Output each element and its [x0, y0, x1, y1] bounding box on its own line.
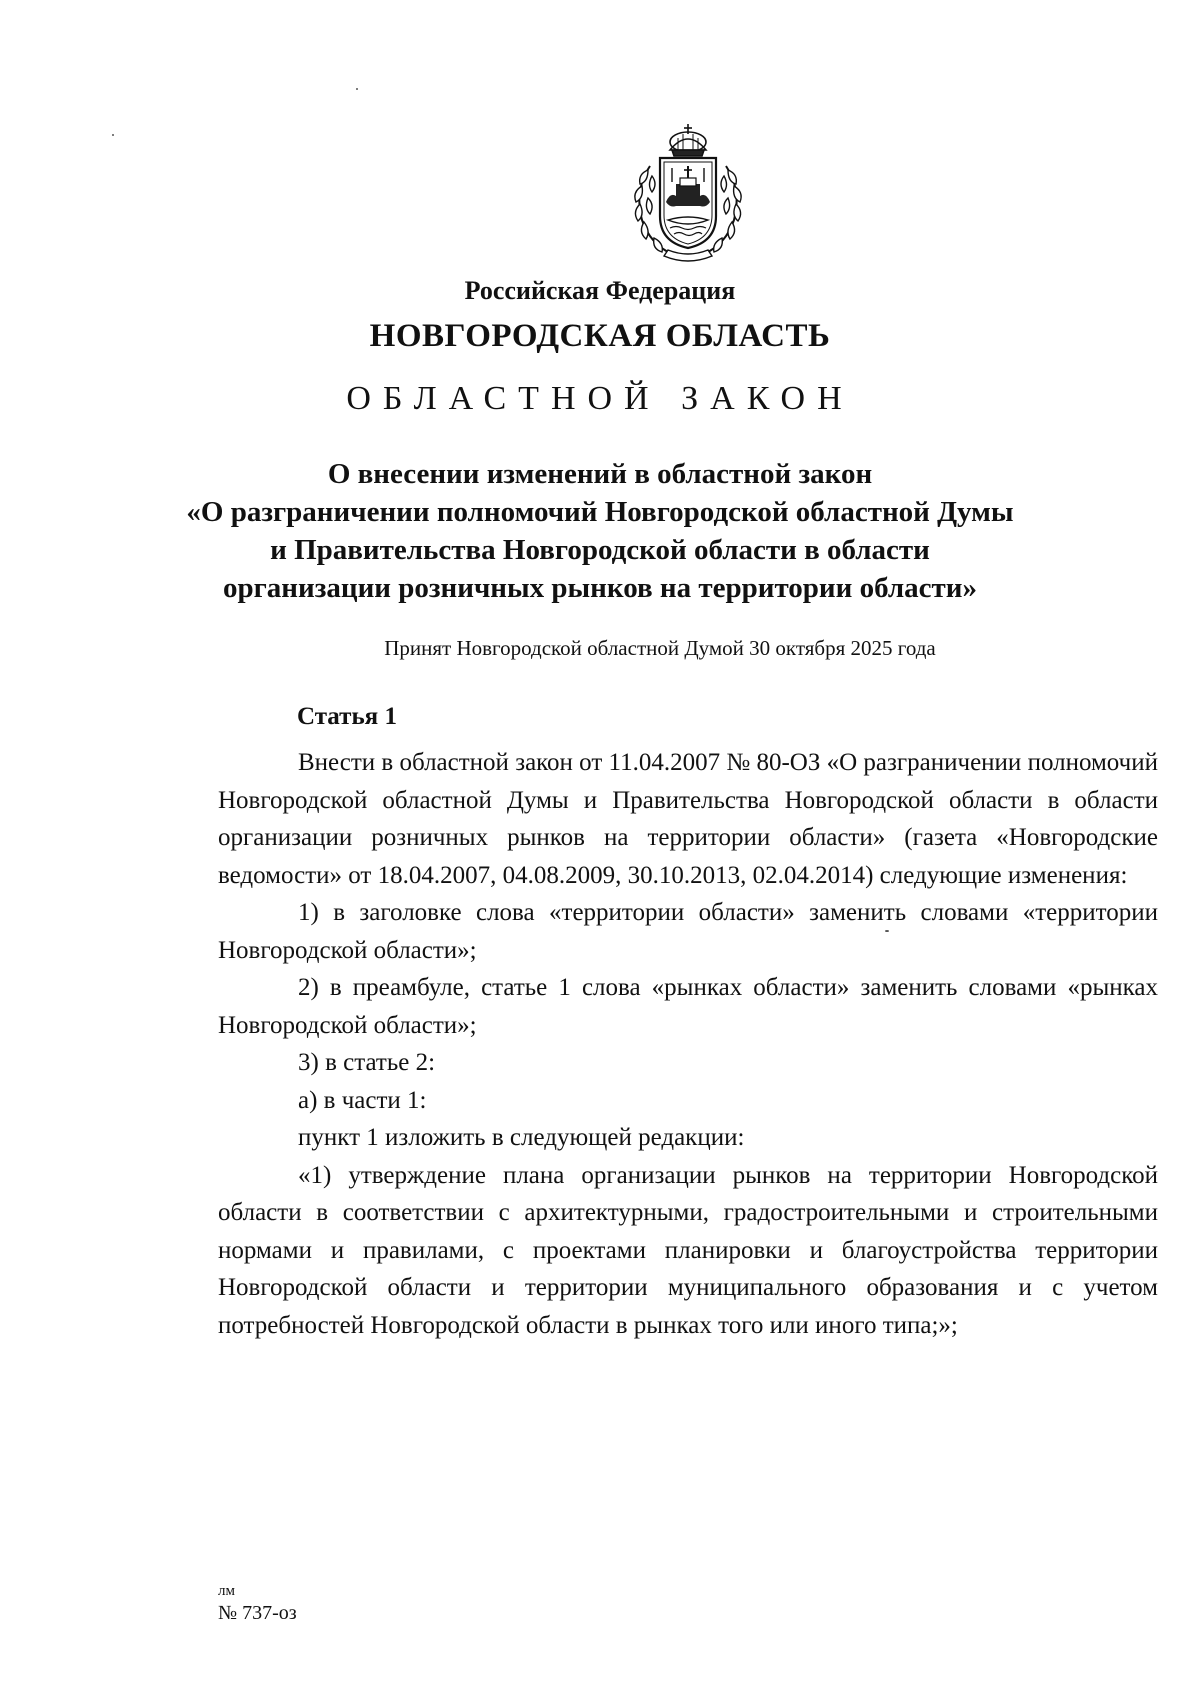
adoption-note: Принят Новгородской областной Думой 30 октября 2025 года — [384, 636, 936, 660]
article-paragraph: Внести в областной закон от 11.04.2007 № 80-ОЗ «О разграничении полномочий Новгородской областной Думы и Правительства Новгородской области в области организации розничных рынков на территории области» (газета «Новгородские ведомости» от 18.04.2007, 04.08.2009, 30.10.2013, 02.04.2014) следующие изменения: — [218, 749, 1158, 889]
law-title-line: О внесении изменений в областной закон — [327, 458, 873, 490]
article-heading: Статья 1 — [297, 703, 397, 730]
law-title — [0, 455, 1200, 607]
executor-initials: лм — [218, 1583, 235, 1599]
document-footer — [218, 1580, 297, 1624]
article-body — [218, 744, 1158, 1344]
article-paragraph: а) в части 1: — [298, 1086, 427, 1114]
region-heading: НОВГОРОДСКАЯ ОБЛАСТЬ — [369, 318, 831, 354]
article-paragraph: 3) в статье 2: — [298, 1049, 436, 1076]
law-title-line: организации розничных рынков на территории области» — [223, 572, 977, 604]
coat-of-arms-emblem — [620, 120, 756, 266]
document-type-heading: ОБЛАСТНОЙ ЗАКОН — [346, 380, 854, 417]
scan-speck — [356, 88, 358, 90]
article-paragraph: «1) утверждение плана организации рынков на территории Новгородской области в соответствии с архитектурными, градостроительными и строительными нормами и правилами, с проектами планировки и благоустройства территории Новгородской области и территории муниципального образования и с учетом потребностей Новгородской области в рынках того или иного типа;»; — [218, 1161, 1158, 1339]
scan-speck — [112, 134, 114, 136]
article-paragraph: 2) в преамбуле, статье 1 слова «рынках области» заменить словами «рынках Новгородской области»; — [218, 974, 1158, 1039]
law-title-line: и Правительства Новгородской области в области — [270, 534, 930, 566]
document-number: № 737-оз — [218, 1602, 297, 1624]
article-paragraph: 1) в заголовке слова «территории области» заменить словами «территории Новгородской области»; — [218, 899, 1158, 964]
article-paragraph: пункт 1 изложить в следующей редакции: — [298, 1124, 745, 1151]
country-heading: Российская Федерация — [464, 276, 736, 305]
law-title-line: «О разграничении полномочий Новгородской областной Думы — [186, 496, 1014, 528]
